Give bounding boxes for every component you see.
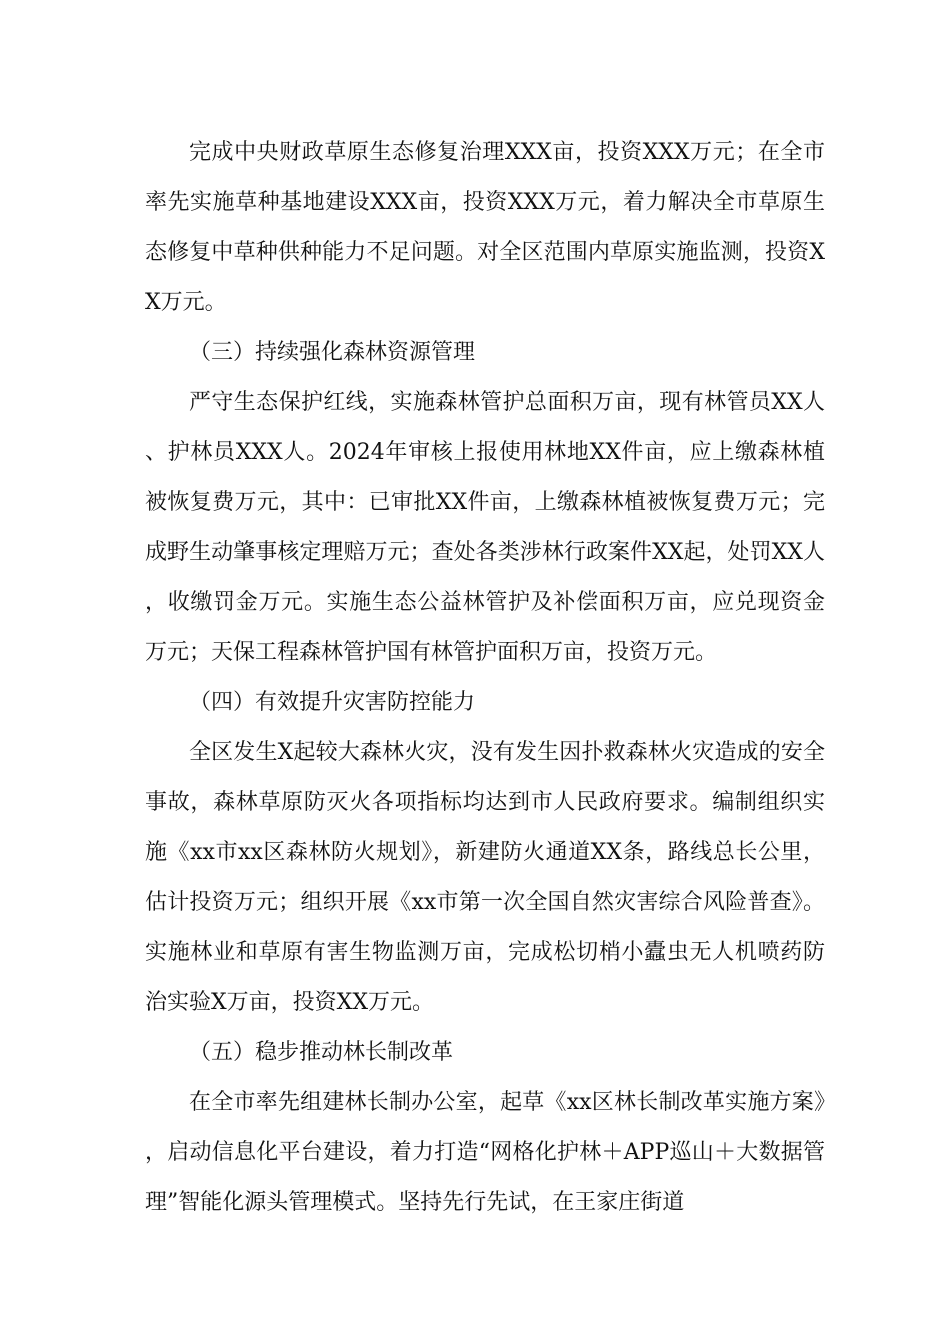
paragraph-forest-resource-management: 严守生态保护红线，实施森林管护总面积万亩，现有林管员XX人、护林员XXX人。2024年审核上报使用林地XX件亩，应上缴森林植被恢复费万元，其中：已审批XX件亩，上缴森林植被恢复费万元；完成野生动肇事核定理赔万元；查处各类涉林行政案件XX起，处罚XX人，收缴罚金万元。实施生态公益林管护及补偿面积万亩，应兑现资金万元；天保工程森林管护国有林管护面积万亩，投资万元。 [145, 390, 825, 665]
paragraph-disaster-prevention: 全区发生X起较大森林火灾，没有发生因扑救森林火灾造成的安全事故，森林草原防灭火各项指标均达到市人民政府要求。编制组织实施《xx市xx区森林防火规划》，新建防火通道XX条，路线总长公里，估计投资万元；组织开展《xx市第一次全国自然灾害综合风险普查》。实施林业和草原有害生物监测万亩，完成松切梢小蠹虫无人机喷药防治实验X万亩，投资XX万元。 [145, 740, 825, 1015]
document-body [145, 128, 825, 1228]
paragraph-forest-chief-reform: 在全市率先组建林长制办公室，起草《xx区林长制改革实施方案》，启动信息化平台建设，着力打造“网格化护林＋APP巡山＋大数据管理”智能化源头管理模式。坚持先行先试，在王家庄街道 [145, 1090, 825, 1215]
heading-forest-resource-management: （三）持续强化森林资源管理 [189, 340, 476, 365]
heading-forest-chief-reform: （五）稳步推动林长制改革 [189, 1040, 454, 1065]
paragraph-grassland-restoration: 完成中央财政草原生态修复治理XXX亩，投资XXX万元；在全市率先实施草种基地建设XXX亩，投资XXX万元，着力解决全市草原生态修复中草种供种能力不足问题。对全区范围内草原实施监测，投资XX万元。 [145, 140, 825, 315]
heading-disaster-prevention: （四）有效提升灾害防控能力 [189, 690, 476, 715]
